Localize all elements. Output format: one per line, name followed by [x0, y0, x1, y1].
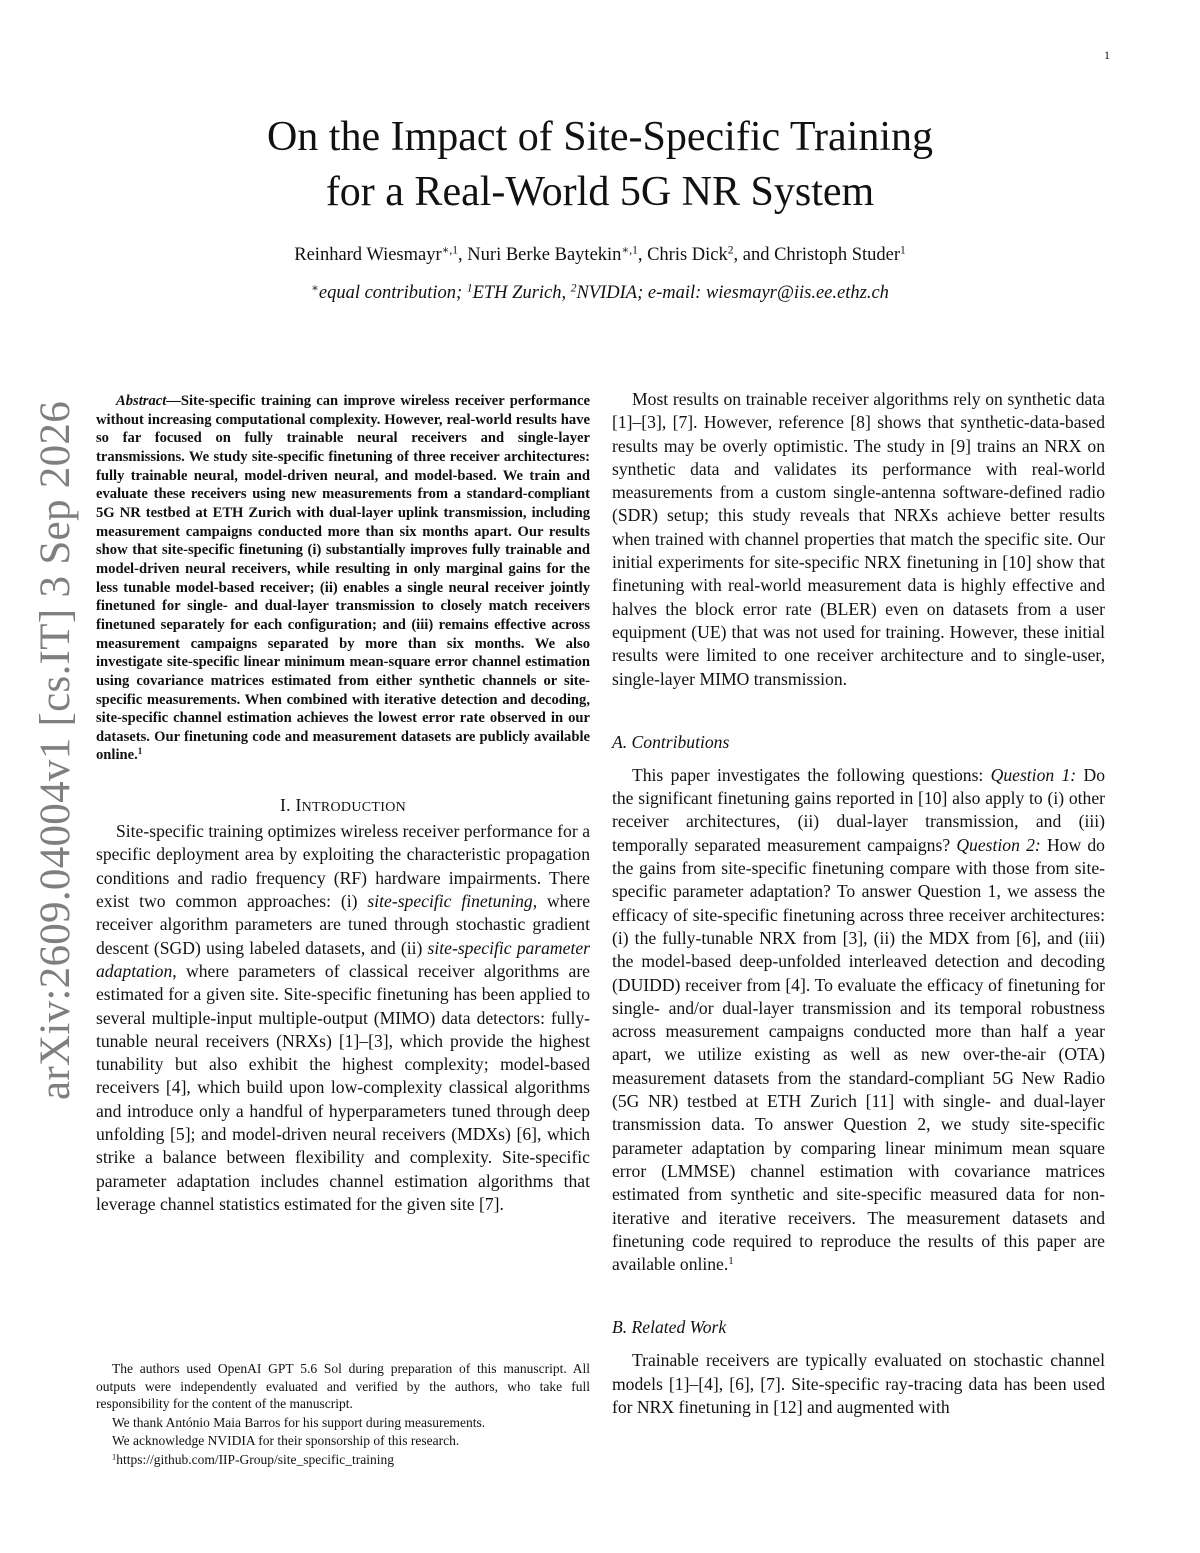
subsection-heading-related-work: B. Related Work: [612, 1317, 727, 1338]
paragraph-text: This paper investigates the following questions:: [632, 764, 991, 785]
author-affiliation-mark: 1: [900, 244, 906, 257]
related-work-paragraph: Trainable receivers are typically evaluated on stochastic channel models [1]–[4], [6], [7]. Site-specific ray-tracing data has been used for NRX finetuning in [12] and augmented with: [612, 1350, 1105, 1417]
affiliation-text: ETH Zurich,: [472, 283, 571, 303]
intro-paragraph: [96, 820, 590, 1216]
affiliation-text: equal contribution;: [318, 283, 467, 303]
title-line-2: for a Real-World 5G NR System: [325, 169, 875, 215]
affiliation-mark: 1: [466, 282, 473, 295]
intro-paragraph-continued: Most results on trainable receiver algorithms rely on synthetic data [1]–[3], [7]. However, reference [8] shows that synthetic-data-based results may be overly optimistic. The study in [9] trains an NRX on synthetic data and validates its performance with real-world measurements from a custom single-antenna software-defined radio (SDR) setup; this study reveals that NRXs achieve better results when trained with channel properties that match the specific site. Our initial experiments for site-specific NRX finetuning in [10] show that finetuning with real-world measurement data is highly effective and halves the block error rate (BLER) even on datasets from a user equipment (UE) that was not used for training. However, these initial results were limited to one receiver architecture and to single-user, single-layer MIMO transmission.: [612, 389, 1105, 689]
footnote-mark: 1: [728, 1255, 734, 1268]
author-affiliation-mark: 2: [727, 244, 734, 257]
author-name: Nuri Berke Baytekin: [467, 245, 622, 265]
question-label: Question 1:: [990, 764, 1077, 785]
section-number: I.: [279, 795, 296, 816]
footnote-acknowledgment: We thank António Maia Barros for his support during measurements.: [112, 1414, 486, 1430]
abstract-text: Site-specific training can improve wireless receiver performance without increasing computational complexity. However, real-world results have so far focused on fully trainable neural receivers and single-layer transmissions. We study site-specific finetuning of three receiver architectures: fully trainable neural, model-driven neural, and model-based. We train and evaluate these receivers using new measurements from a standard-compliant 5G NR testbed at ETH Zurich with dual-layer uplink transmission, including measurement campaigns conducted more than six months apart. Our results show that site-specific finetuning (i) substantially improves fully trainable and model-driven neural receivers, while resulting in only marginal gains for the less tunable model-based receiver; (ii) enables a single neural receiver jointly finetuned for single- and dual-layer transmission to closely match receivers finetuned separately for each configuration; and (iii) remains effective across measurement campaigns separated by more than six months. We also investigate site-specific linear minimum mean-square error channel estimation using covariance matrices estimated from either synthetic channels or site-specific measurements. When combined with iterative detection and decoding, site-specific channel estimation achieves the lowest error rate observed in our datasets. Our finetuning code and measurement datasets are publicly available online.: [96, 393, 590, 764]
paragraph-text: Do the significant finetuning gains reported in [10] also apply to (i) other receiver architectures, (ii) dual-layer transmission, and (iii) temporally separated measurement campaigns?: [612, 764, 1105, 855]
footnote-sponsorship: We acknowledge NVIDIA for their sponsorship of this research.: [112, 1433, 460, 1448]
footnote-mark: 1: [137, 746, 143, 757]
paragraph-text: , where parameters of classical receiver algorithms are estimated for a given site. Site-specific finetuning has been applied to several multiple-input multiple-output (MIMO) data detectors: fully-tunable neural receivers (NRXs) [1]–[3], which provide the highest tunability but also exhibit the highest complexity; model-based receivers [4], which build upon low-complexity classical algorithms and introduce only a handful of hyperparameters tuned through deep unfolding [5]; and model-driven neural receivers (MDXs) [6], which strike a balance between flexibility and complexity. Site-specific parameter adaptation includes channel estimation algorithms that leverage channel statistics estimated for the given site [7].: [96, 960, 590, 1214]
abstract: [96, 392, 590, 765]
author-affiliation-mark: ∗,1: [621, 244, 638, 257]
right-column: [612, 388, 1105, 1419]
affiliation-mark: 2: [570, 282, 577, 295]
affiliation-text: NVIDIA; e-mail: wiesmayr@iis.ee.ethz.ch: [576, 283, 889, 303]
emphasis-term: site-specific parameter adaptation: [96, 937, 590, 981]
question-label: Question 2:: [956, 834, 1041, 855]
emphasis-term: site-specific finetuning: [367, 891, 533, 912]
section-heading-rest: NTRODUCTION: [301, 800, 407, 816]
author-separator: ,: [637, 245, 648, 265]
author-separator: ,: [458, 245, 468, 265]
contributions-paragraph: [612, 764, 1105, 1277]
abstract-lead: Abstract: [116, 393, 167, 409]
author-name: Reinhard Wiesmayr: [294, 245, 442, 265]
footnote-mark: 1: [112, 1451, 117, 1461]
paragraph-text: Site-specific training optimizes wireless receiver performance for a specific deployment area by exploiting the characteristic propagation conditions and radio frequency (RF) hardware impairments. There exist two common approaches: (i): [96, 821, 590, 912]
section-heading-initial: I: [295, 795, 302, 816]
section-heading-introduction: [96, 795, 590, 816]
affiliation-mark: ∗: [311, 282, 319, 295]
affiliation-line: [0, 280, 1200, 306]
arxiv-identifier-stamp[interactable]: arXiv:2609.04004v1 [cs.IT] 3 Sep 2026: [32, 401, 79, 1100]
page-number: 1: [1104, 48, 1110, 62]
abstract-dash: —: [166, 393, 181, 409]
footnote-url: [96, 1451, 590, 1469]
subsection-heading-contributions: A. Contributions: [612, 731, 730, 752]
author-name: Christoph Studer: [774, 245, 900, 265]
left-column: [96, 392, 590, 1216]
author-separator: , and: [733, 245, 775, 265]
author-affiliation-mark: ∗,1: [441, 244, 459, 257]
footnote-link[interactable]: https://github.com/IIP-Group/site_specific_training: [116, 1451, 395, 1467]
author-name: Chris Dick: [647, 245, 728, 265]
author-list: [0, 242, 1200, 268]
footnotes: [96, 1360, 590, 1469]
paragraph-text: How do the gains from site-specific finetuning compare with those from site-specific parameter adaptation? To answer Question 1, we assess the efficacy of site-specific finetuning across three receiver architectures: (i) the fully-tunable NRX from [3], (ii) the MDX from [6], and (iii) the model-based deep-unfolded interleaved detection and decoding (DUIDD) receiver from [4]. To evaluate the efficacy of finetuning for single- and/or dual-layer transmission and its temporal robustness across measurement campaigns conducted more than half a year apart, we utilize existing as well as new over-the-air (OTA) measurement datasets from the standard-compliant 5G New Radio (5G NR) testbed at ETH Zurich [11] with single- and dual-layer transmission data. To answer Question 2, we study site-specific parameter adaptation by comparing linear minimum mean square error (LMMSE) channel estimation with covariance matrices estimated from synthetic and site-specific measured data for non-iterative and iterative receivers. The measurement datasets and finetuning code required to reproduce the results of this paper are available online.: [612, 834, 1105, 1275]
footnote-ai-disclosure: The authors used OpenAI GPT 5.6 Sol during preparation of this manuscript. All outputs were independently evaluated and verified by the authors, who take full responsibility for the content of the manuscript.: [96, 1361, 590, 1411]
paragraph-text: , where receiver algorithm parameters are tuned through stochastic gradient descent (SGD) using labeled datasets, and (ii): [96, 891, 590, 958]
title-line-1: On the Impact of Site-Specific Training: [266, 114, 934, 160]
paper-title: [0, 110, 1200, 220]
